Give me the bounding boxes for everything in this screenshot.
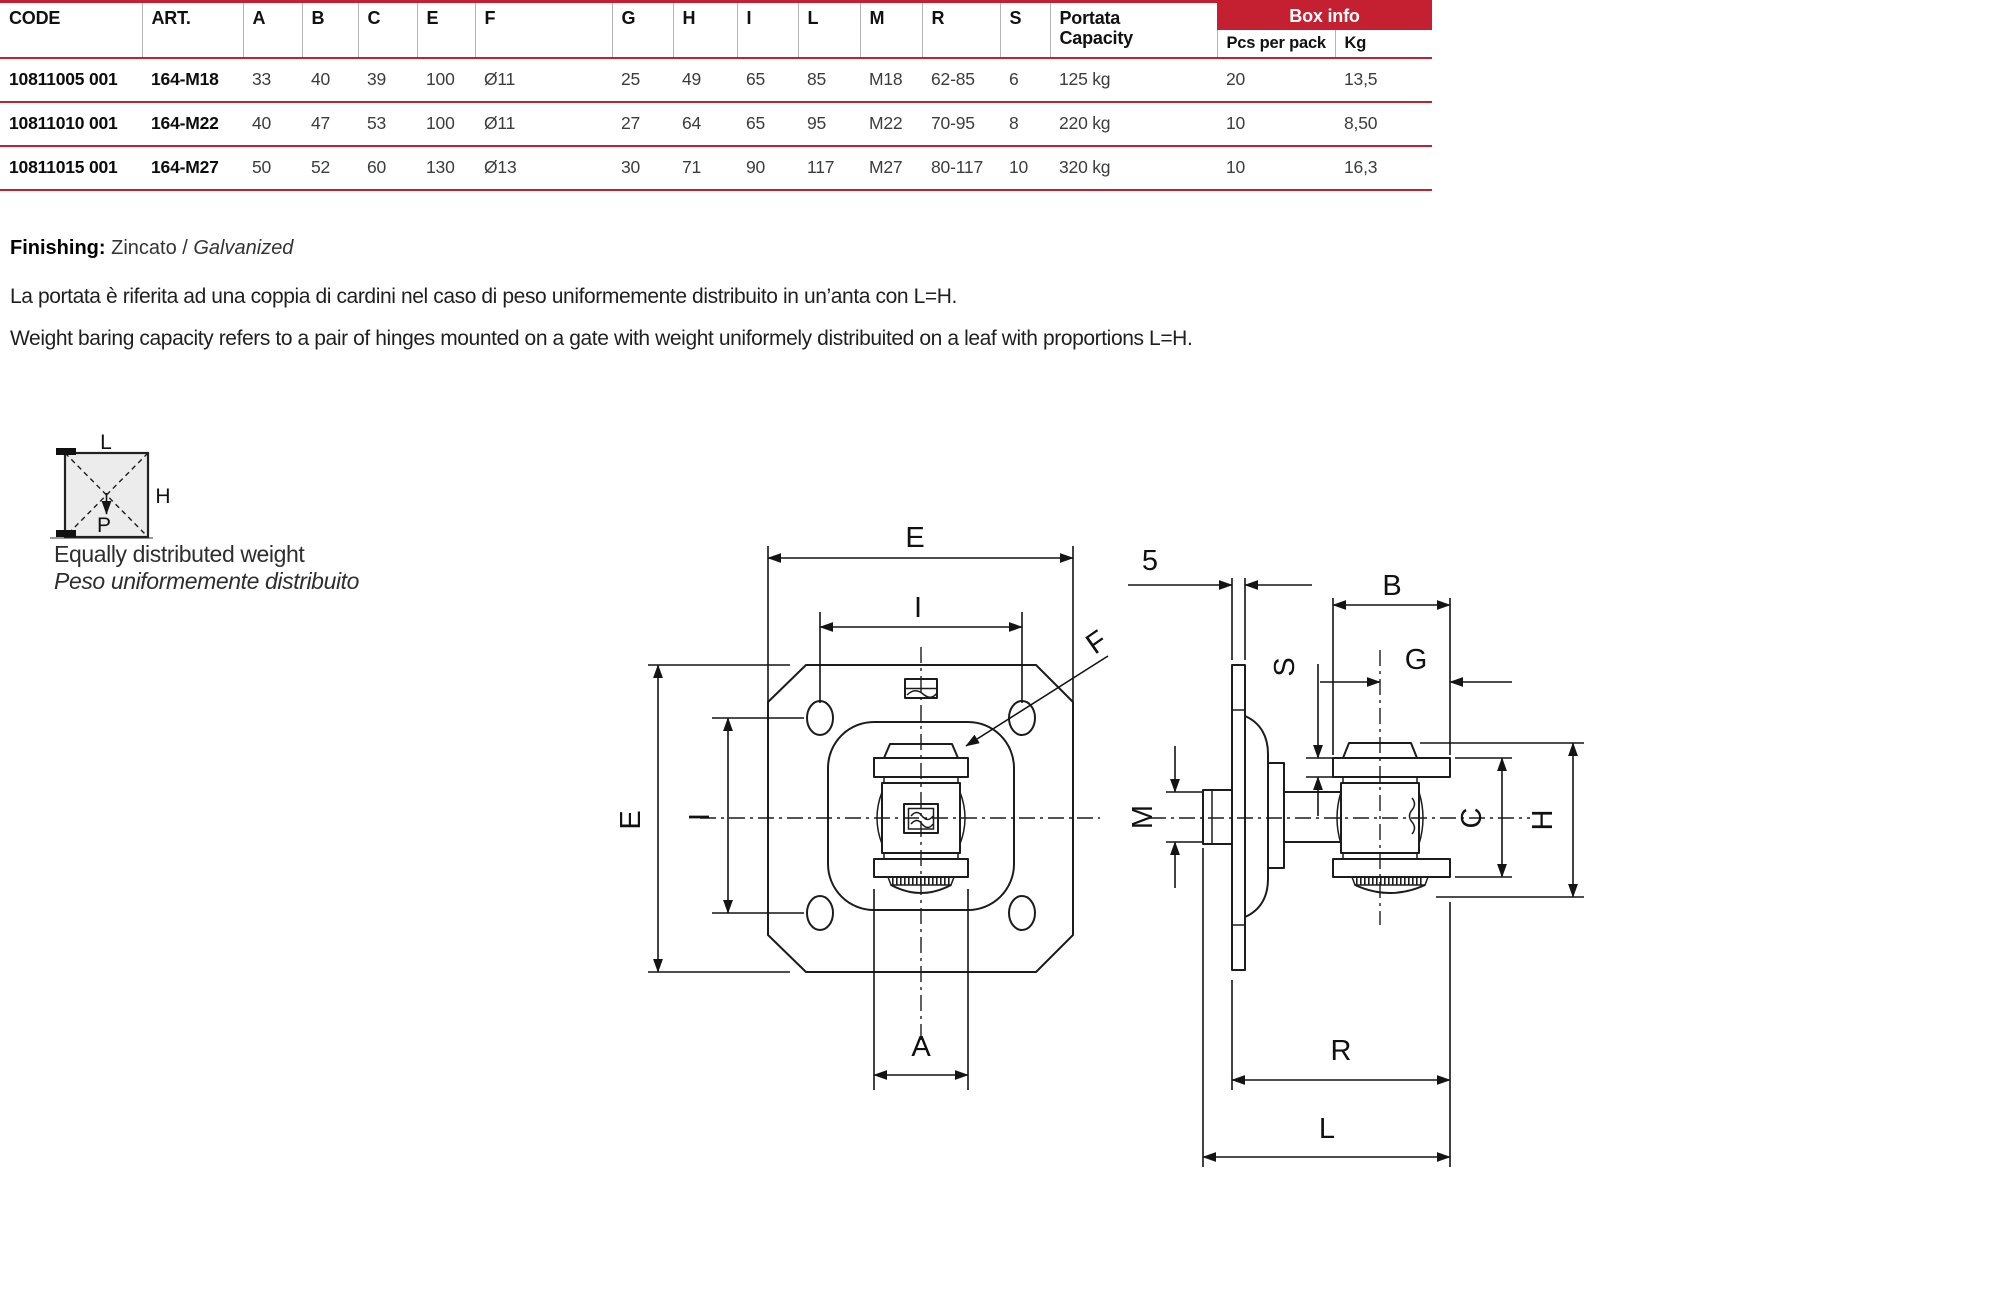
hinge-mark-top-icon	[56, 448, 76, 455]
cell-c: 60	[358, 146, 417, 190]
dim-label-b: B	[1382, 570, 1402, 602]
cell-pcs: 20	[1217, 58, 1335, 102]
cell-h: 49	[673, 58, 737, 102]
weight-label-p: P	[96, 514, 112, 537]
dim-label-m: M	[1127, 804, 1159, 830]
hinge-side-view	[1127, 545, 1584, 1167]
threaded-shaft	[1284, 792, 1341, 842]
dim-label-5: 5	[1141, 545, 1159, 577]
cell-r: 70-95	[922, 102, 1000, 146]
cell-e: 100	[417, 102, 475, 146]
capacity-header-line1: Portata	[1059, 8, 1121, 28]
dim-label-i-left: I	[684, 812, 716, 822]
cell-g: 27	[612, 102, 673, 146]
col-header-f: F	[475, 2, 612, 58]
weight-square-diagram	[50, 431, 171, 538]
col-header-s: S	[1000, 2, 1050, 58]
screw-hole	[1009, 896, 1035, 930]
col-header-kg: Kg	[1335, 30, 1432, 58]
dim-label-c: C	[1456, 807, 1488, 829]
cell-f: Ø13	[475, 146, 612, 190]
finishing-value-italic: Galvanized	[193, 237, 294, 259]
cell-kg: 13,5	[1335, 58, 1432, 102]
cell-i: 65	[737, 58, 798, 102]
cell-s: 8	[1000, 102, 1050, 146]
cell-kg: 8,50	[1335, 102, 1432, 146]
cell-g: 25	[612, 58, 673, 102]
col-header-b: B	[302, 2, 358, 58]
pin-dome-side	[1355, 885, 1425, 893]
cell-h: 64	[673, 102, 737, 146]
weight-label-l: L	[100, 431, 112, 454]
weight-caption-en: Equally distributed weight	[54, 541, 305, 567]
cell-r: 80-117	[922, 146, 1000, 190]
weight-caption-it: Peso uniformemente distribuito	[54, 567, 360, 594]
cell-a: 33	[243, 58, 302, 102]
cell-a: 50	[243, 146, 302, 190]
cell-code: 10811005 001	[0, 58, 142, 102]
cell-c: 53	[358, 102, 417, 146]
cell-e: 100	[417, 58, 475, 102]
col-header-g: G	[612, 2, 673, 58]
cell-b: 40	[302, 58, 358, 102]
cell-kg: 16,3	[1335, 146, 1432, 190]
screw-hole	[807, 896, 833, 930]
washer	[1268, 763, 1284, 868]
dim-label-f: F	[1080, 624, 1114, 661]
cell-h: 71	[673, 146, 737, 190]
top-flange-side	[1333, 758, 1450, 777]
cell-pcs: 10	[1217, 102, 1335, 146]
cell-e: 130	[417, 146, 475, 190]
cell-capacity: 320 kg	[1050, 146, 1217, 190]
screw-hole	[807, 701, 833, 735]
finishing-label: Finishing:	[10, 237, 106, 259]
recess-profile	[1245, 716, 1268, 917]
bottom-flange-side	[1333, 859, 1450, 877]
col-header-l: L	[798, 2, 860, 58]
dim-label-l: L	[1318, 1113, 1336, 1145]
col-header-art: ART.	[142, 2, 243, 58]
cell-capacity: 125 kg	[1050, 58, 1217, 102]
cell-l: 117	[798, 146, 860, 190]
cell-l: 85	[798, 58, 860, 102]
cell-c: 39	[358, 58, 417, 102]
col-header-h: H	[673, 2, 737, 58]
cell-capacity: 220 kg	[1050, 102, 1217, 146]
capacity-header-line2: Capacity	[1059, 28, 1133, 48]
cell-b: 52	[302, 146, 358, 190]
cell-b: 47	[302, 102, 358, 146]
dim-label-a: A	[911, 1031, 931, 1063]
dim-label-h: H	[1527, 809, 1559, 831]
cell-code: 10811010 001	[0, 102, 142, 146]
note-italian: La portata è riferita ad una coppia di cardini nel caso di peso uniformemente distribuito in un’anta con L=H.	[10, 285, 957, 308]
cell-s: 10	[1000, 146, 1050, 190]
dim-label-e-left: E	[615, 810, 647, 830]
dim-label-g: G	[1404, 644, 1428, 676]
col-header-r: R	[922, 2, 1000, 58]
cell-i: 65	[737, 102, 798, 146]
note-english: Weight baring capacity refers to a pair of hinges mounted on a gate with weight uniformely distribuited on a leaf with proportions L=H.	[10, 327, 1193, 350]
cell-f: Ø11	[475, 58, 612, 102]
cell-m: M22	[860, 102, 922, 146]
col-header-code: CODE	[0, 2, 142, 58]
cell-a: 40	[243, 102, 302, 146]
weight-label-h: H	[155, 485, 171, 508]
cell-l: 95	[798, 102, 860, 146]
finishing-value: Zincato /	[111, 237, 188, 259]
col-header-m: M	[860, 2, 922, 58]
cell-s: 6	[1000, 58, 1050, 102]
dim-label-r: R	[1330, 1035, 1352, 1067]
cell-m: M18	[860, 58, 922, 102]
cell-g: 30	[612, 146, 673, 190]
col-header-pcs-per-pack: Pcs per pack	[1217, 30, 1335, 58]
box-info-header: Box info	[1217, 2, 1432, 30]
cell-art: 164-M18	[142, 58, 243, 102]
cell-art: 164-M22	[142, 102, 243, 146]
col-header-a: A	[243, 2, 302, 58]
hinge-mark-bottom-icon	[56, 530, 76, 537]
dim-label-e-top: E	[905, 522, 925, 554]
hinge-front-view	[615, 522, 1113, 1090]
cell-art: 164-M27	[142, 146, 243, 190]
cell-m: M27	[860, 146, 922, 190]
dim-label-s: S	[1269, 657, 1301, 677]
cell-i: 90	[737, 146, 798, 190]
col-header-e: E	[417, 2, 475, 58]
dim-label-i-top: I	[913, 592, 923, 624]
bolt-head	[1203, 790, 1232, 844]
cell-pcs: 10	[1217, 146, 1335, 190]
col-header-c: C	[358, 2, 417, 58]
cell-f: Ø11	[475, 102, 612, 146]
cell-r: 62-85	[922, 58, 1000, 102]
col-header-i: I	[737, 2, 798, 58]
screw-hole	[1009, 701, 1035, 735]
cell-code: 10811015 001	[0, 146, 142, 190]
